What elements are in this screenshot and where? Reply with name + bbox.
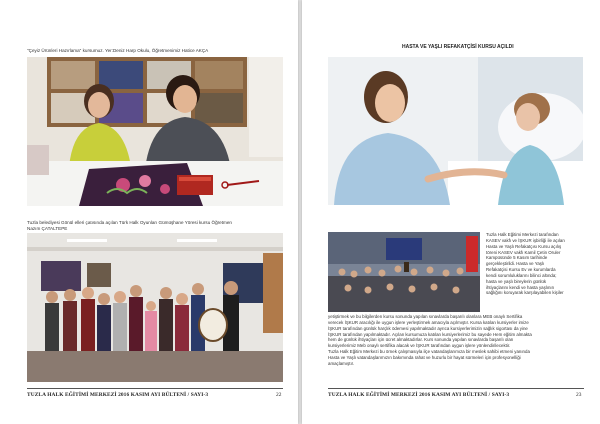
article-heading: HASTA VE YAŞLI REFAKATÇİSİ KURSU AÇILDI [402, 44, 514, 50]
article-full-line: verecek İŞKUR aracılığı ile uygun işlere yerleştirmek amacıyla açılmıştır. Kursa katılan kursiyerler imize [328, 319, 529, 325]
right-footer-rule [328, 388, 584, 389]
article-line: sağlığını koruyarak karşılayabilen kişiler [486, 290, 564, 296]
article-full-line: Hasta ve Yaşlı vatandaşlarımızın bakımında rahat ve huzurlu bir hayat sürmeleri için profesyonelliği [328, 354, 521, 360]
right-page [302, 0, 600, 424]
article-line: töreni KASEV vakfı Kamil Çetin Oruler [486, 249, 561, 255]
article-full-line: amaçlamıştır. [328, 360, 355, 366]
article-full-line: kursiyerlerimiz Meb onaylı sertifika alacak ve İŞKUR tarafından uygun işlere yönlendirilecektir. [328, 343, 511, 349]
article-line: ihtiyaçlarını kendi ve hasta yaşlının [486, 284, 555, 290]
caption-ceyiz: "Çeyiz Ürünleri Hazırlama" kursumuz. Yer:Deniz Harp Okulu, Öğretmenimiz Hatice AKÇA [27, 48, 209, 53]
caption-halk-oyunlari [27, 220, 283, 232]
photo-ceremony-illustration [328, 232, 480, 312]
left-page [0, 0, 298, 424]
article-full-line: İŞKUR tarafından yapılmaktadır. Açılan kursumuza katılan kursiyerlerimiz bu sayede Hem eğitim almakta [328, 331, 532, 337]
article-line: gerçekleştirildi. Hasta ve Yaşlı [486, 261, 545, 267]
right-page-number: 23 [576, 392, 582, 398]
article-line: kendi sorumluluklarını bilinci altında; [486, 272, 557, 278]
photo-ceyiz-course [27, 57, 283, 206]
article-line: Tuzla Halk Eğitimi Merkezi tarafından [486, 232, 559, 237]
article-full-line: Tuzla Halk Eğitim Merkezi bu örnek çalışmasıyla ilçe vatandaşlarımıza bir meslek sahibi etmeni yanında [328, 349, 530, 355]
photo-folk-dance-group [27, 233, 283, 382]
left-footer-title: TUZLA HALK EĞİTİMİ MERKEZİ 2016 KASIM AYI BÜLTENİ / SAYI-3 [27, 392, 209, 398]
article-line: Kampüsünde 5 Kasım tarihinde [486, 255, 548, 261]
left-page-number: 22 [276, 392, 282, 398]
article-line: hasta ve yaşlı bireylerin günlük [486, 278, 547, 284]
article-line: KASEV vakfı ve İŞKUR işbirliği ile açılan [486, 237, 565, 243]
article-line: Hasta ve Yaşlı Refakatçısı Kursu açılış [486, 243, 562, 249]
photo-caregiver-illustration [328, 57, 583, 205]
article-line: Refakatçisi Kursu Ev ve kurumlarda [486, 267, 556, 273]
article-full-text [328, 314, 584, 367]
photo-caregiver [328, 57, 583, 205]
photo-ceyiz-illustration [27, 57, 283, 206]
article-column-text [486, 232, 584, 296]
right-footer-title: TUZLA HALK EĞİTİMİ MERKEZİ 2016 KASIM AYI BÜLTENİ / SAYI-3 [328, 392, 510, 398]
caption-halk-oyunlari-line2: Nazım ÇATALTEPE [27, 226, 68, 231]
caption-halk-oyunlari-line1: Tuzla belediyesi Gönül elleri çatısında açılan Türk Halk Oyunları Gümüşhane Yöresi kursu Öğretmen [27, 220, 232, 225]
photo-folk-dance-illustration [27, 233, 283, 382]
left-footer-rule [27, 388, 283, 389]
article-full-line: yetiştirmek ve bu bilgilerden kursu sonunda yapılan sınavlarda başarılı olanlara MEB onaylı Sertifika [328, 314, 523, 319]
photo-opening-ceremony [328, 232, 480, 312]
article-full-line: hem de günlük ihtiyaçları için ücret almaktadırlar. Kurs sonunda yapılan sınavlarda başarılı olan [328, 337, 514, 343]
article-full-line: İŞKUR tarafından günlük harçlık ödemesi yapılmaktadır ayrıca kursiyerlerimizin sağlık sigortası da yine [328, 325, 528, 331]
